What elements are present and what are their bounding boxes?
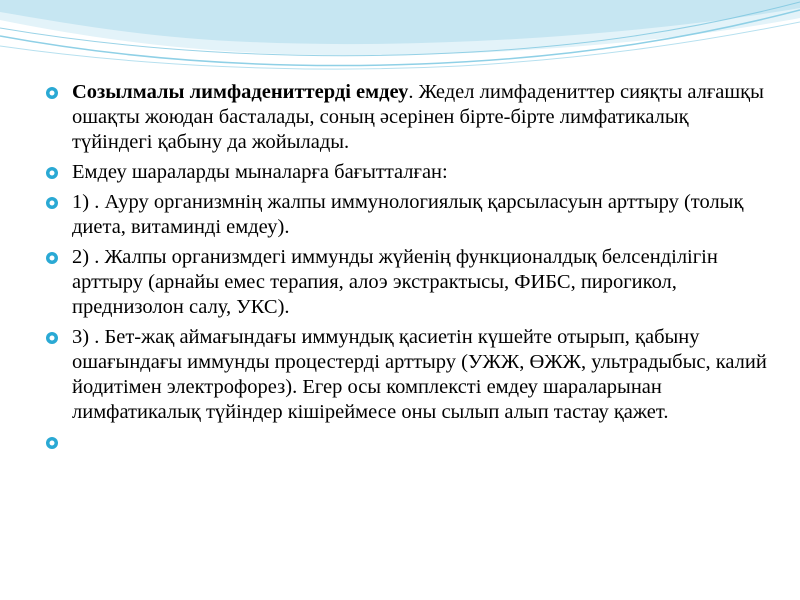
gear-bullet-icon: [44, 165, 60, 181]
bullet-text: 2) . Жалпы организмдегі иммунды жүйенің функционалдық белсенділігін арттыру (арнайы емес терапия, алоэ экстрактысы, ФИБС, пирогикол, преднизолон салу, УКС).: [72, 246, 718, 318]
bullet-item: [44, 325, 774, 425]
bullet-item: [44, 245, 774, 320]
gear-bullet-icon: [44, 195, 60, 211]
bullet-list: [44, 80, 774, 460]
bullet-item: [44, 80, 774, 155]
gear-bullet-icon: [44, 435, 60, 451]
bullet-item-empty: [44, 430, 774, 455]
gear-bullet-icon: [44, 85, 60, 101]
gear-bullet-icon: [44, 330, 60, 346]
bullet-text: . Жедел лимфадениттер сияқты алғашқы ошақты жоюдан басталады, соның әсерінен бірте-бірте лимфатикалық түйіндегі қабыну да жойылады.: [72, 81, 764, 153]
bullet-item: [44, 190, 774, 240]
gear-bullet-icon: [44, 250, 60, 266]
bullet-item: [44, 160, 774, 185]
wave-decoration: [0, 0, 800, 80]
bullet-text: Емдеу шараларды мыналарға бағытталған:: [72, 161, 448, 183]
bullet-text: 3) . Бет-жақ аймағындағы иммундық қасиетін күшейте отырып, қабыну ошағындағы иммунды процестерді арттыру (УЖЖ, ӨЖЖ, ультрадыбыс, калий йодитімен электрофорез). Егер осы комплексті емдеу шараларынан лимфатикалық түйіндер кішіреймесе оны сылып алып тастау қажет.: [72, 326, 767, 423]
bullet-bold-text: Созылмалы лимфадениттерді емдеу: [72, 81, 409, 103]
bullet-text: 1) . Ауру организмнің жалпы иммунологиялық қарсыласуын арттыру (толық диета, витаминді емдеу).: [72, 191, 744, 238]
